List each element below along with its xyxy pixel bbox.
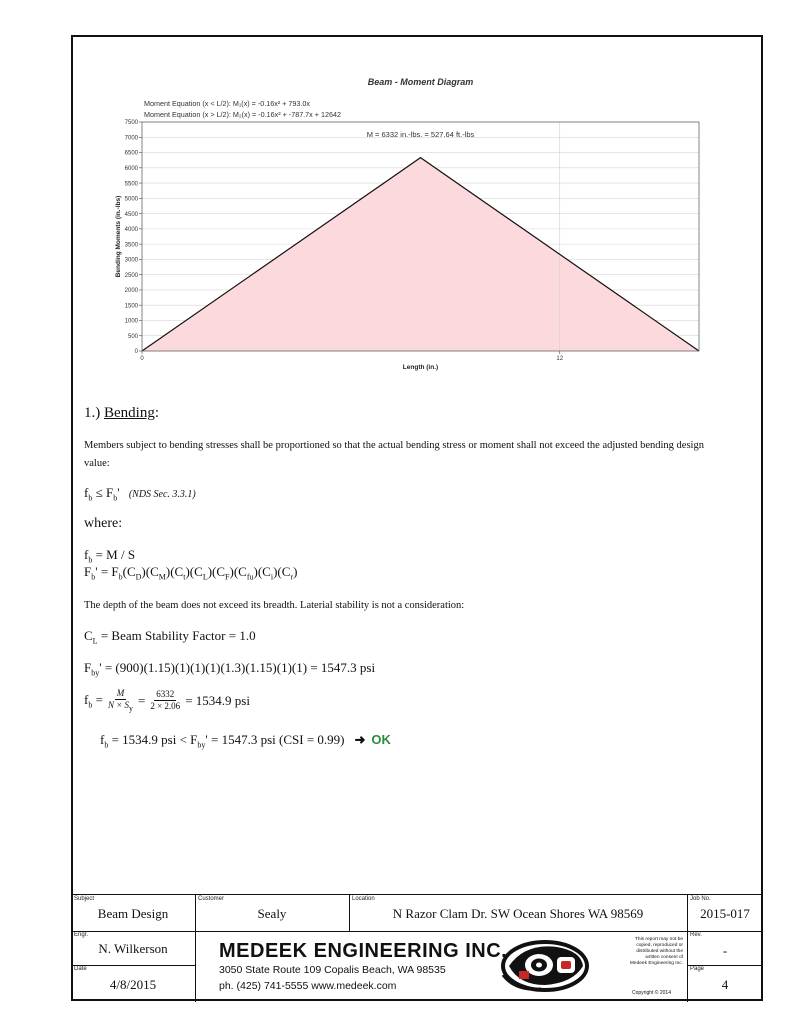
nds-reference: (NDS Sec. 3.3.1) [128,489,196,500]
fbp-lhs: ' = F [95,564,119,579]
job-label: Job No. [690,896,711,902]
company-contact: ph. (425) 741-5555 www.medeek.com [219,980,397,992]
job-value: 2015-017 [700,906,750,921]
y-tick-label-4000: 4000 [124,227,138,234]
y-tick-label-3000: 3000 [124,257,138,264]
title-block [71,894,763,1001]
page-cell [687,965,763,1002]
engr-label: Engr. [74,932,89,938]
fraction-numeric [148,689,182,712]
section-colon: : [154,405,160,421]
fb-symbol: f [84,485,89,500]
page-value: 4 [721,977,729,992]
max-moment-annotation: M = 6332 in.-lbs. = 527.64 ft.-lbs [366,130,475,139]
fbp-rhs: (C [122,564,136,579]
rev-label: Rev. [690,932,702,938]
fb-result: = 1534.9 psi [185,692,250,708]
rev-value: - [722,943,728,958]
y-axis-label: Bending Moments (in.-lbs) [115,195,122,278]
moment-equation-1: Moment Equation (x < L/2): M₁(x) = -0.16x² + 793.0x [144,99,311,108]
check-le: ≤ F [92,485,114,500]
location-cell [349,895,687,931]
notice-line-2: copied, reproduced or [636,943,683,948]
job-cell [687,895,763,931]
y-tick-label-1500: 1500 [124,303,138,310]
y-tick-label-2000: 2000 [124,288,138,295]
customer-label: Customer [198,896,225,902]
location-value: N Razor Clam Dr. SW Ocean Shores WA 98569 [392,906,644,921]
rev-cell [687,931,763,965]
notice-line-3: distributed without the [636,949,683,954]
x-tick-label-12: 12 [556,356,564,362]
notice-line-1: This report may not be [635,937,683,942]
customer-cell [195,895,349,931]
frac2-num: 6332 [156,689,175,700]
where-label: where: [84,516,123,531]
check-prime: ' [117,485,120,500]
frac1-num: M [116,688,125,698]
fb-calculation: $f_b$ = $\frac{M}{N \times S_y}$ = $\frac{6332}{2 \times 2.06}$ = 1534.9 psi [84,688,250,713]
y-tick-label-6500: 6500 [124,150,138,157]
y-tick-label-3500: 3500 [124,242,138,249]
moment-equation-2: Moment Equation (x > L/2): M₂(x) = -0.16x² + -787.7x + 12642 [144,110,341,119]
subject-value: Beam Design [97,906,169,921]
y-tick-label-6000: 6000 [124,166,138,172]
bending-paragraph: Members subject to bending stresses shall be proportioned so that the actual bending stress or moment shall not exceed the adjusted bending design value: [84,440,704,469]
y-tick-label-5000: 5000 [124,196,138,203]
notice-line-5: Medeek Engineering Inc. [629,961,683,966]
fb-definition: $f_b = M / S$ [84,547,136,565]
y-tick-label-0: 0 [134,349,138,356]
result-line: $f_b = 1534.9$ psi < $F_{by}' = 1547.3$ psi (CSI = 0.99) ➜ OK [100,732,391,750]
page-label: Page [690,966,705,972]
fraction-symbolic: $\frac{M}{N \times S_y}$ [107,688,134,713]
x-axis-label: Length (in.) [402,364,439,371]
frac2-den: 2 × 2.06 [150,701,181,712]
fb-adjusted-definition: $F_b' = F_b(C_D)(C_M)(C_t)(C_L)(C_F)(C_{fu})(C_i)(C_r)$ [84,564,298,582]
moment-diagram-chart [100,72,720,372]
y-tick-label-1000: 1000 [124,318,138,325]
moment-area [142,158,699,351]
y-tick-label-7000: 7000 [124,135,138,142]
section-title: Bending [104,405,155,421]
fby-calculation: $F_{by}' = (900)(1.15)(1)(1)(1)(1.3)(1.15)(1)(1) = 1547.3$ psi [84,660,376,678]
depth-note: The depth of the beam does not exceed its breadth. Laterial stability is not a consideration: [84,600,465,611]
company-logo [495,935,595,995]
company-name: MEDEEK ENGINEERING INC. [219,940,508,962]
cl-value: $C_L$ = Beam Stability Factor = 1.0 [84,628,256,646]
engr-cell [71,931,195,965]
copyright: Copyright © 2014 [632,990,671,996]
location-label: Location [352,896,375,902]
company-address: 3050 State Route 109 Copalis Beach, WA 98535 [219,964,446,976]
x-tick-label-0: 0 [140,356,144,362]
y-tick-label-7500: 7500 [124,120,138,127]
cl-text: = Beam Stability Factor = 1.0 [97,628,256,643]
notice-line-4: written consent of [645,955,683,960]
subject-label: Subject [74,896,95,902]
subject-cell [71,895,195,931]
arrow-icon: ➜ [354,732,366,747]
ok-badge: OK [371,732,391,747]
date-cell [71,965,195,1002]
frac1-den: N × S [107,700,130,710]
section-heading [84,405,159,422]
y-tick-label-2500: 2500 [124,272,138,279]
engr-value: N. Wilkerson [98,941,168,956]
y-tick-label-500: 500 [127,333,138,340]
result-rhs: ' = 1547.3 psi (CSI = 0.99) [205,732,345,747]
fb-definition-text: = M / S [92,547,136,562]
date-label: Date [74,966,87,972]
result-lhs: = 1534.9 psi < F [108,732,198,747]
bending-check-formula: $f_b \le F_b'$ (NDS Sec. 3.3.1) [84,485,196,503]
copy-notice [599,937,683,967]
chart-title: Beam - Moment Diagram [367,77,474,87]
customer-value: Sealy [257,906,287,921]
date-value: 4/8/2015 [109,977,157,992]
y-tick-label-5500: 5500 [124,181,138,188]
y-tick-label-4500: 4500 [124,211,138,218]
fby-text: ' = (900)(1.15)(1)(1)(1)(1.3)(1.15)(1)(1) = 1547.3 psi [99,660,376,675]
section-number: 1.) [84,405,101,421]
